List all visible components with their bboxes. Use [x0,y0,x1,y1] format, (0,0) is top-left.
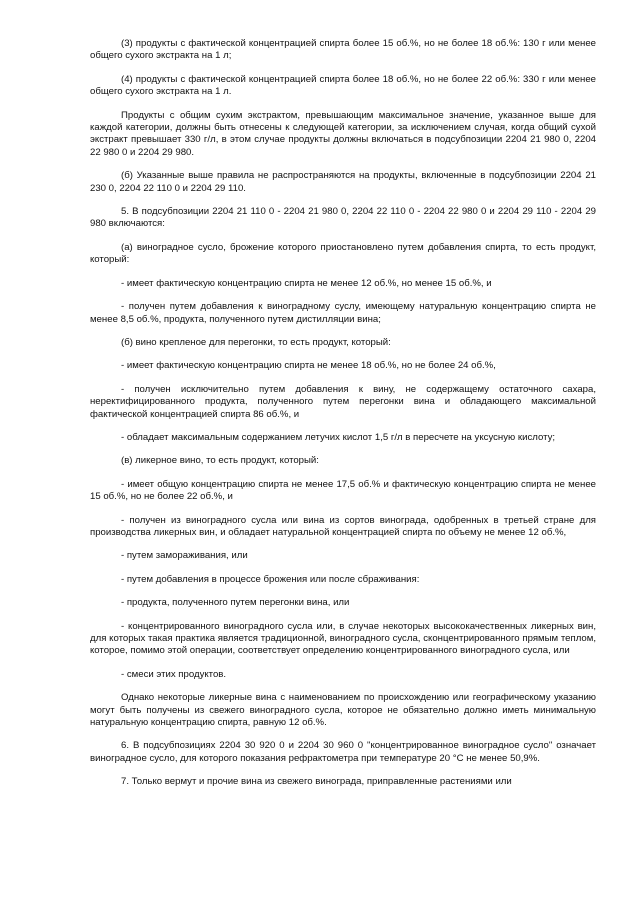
paragraph-11: - получен исключительно путем добавления к вину, не содержащему остаточного сахара, неректифицированного продукта, полученного путем перегонки вина и обладающего максимальной фактической концентрацией спирта 86 об.%, и [90,383,596,420]
paragraph-14: - имеет общую концентрацию спирта не менее 17,5 об.% и фактическую концентрацию спирта не менее 15 об.%, но не более 22 об.%, и [90,478,596,503]
paragraph-1: (3) продукты с фактической концентрацией спирта более 15 об.%, но не более 18 об.%: 130 г или менее общего сухого экстракта на 1 л; [90,38,596,62]
paragraph-23: 7. Только вермут и прочие вина из свежего винограда, приправленные растениями или [121,776,512,788]
paragraph-17: - путем добавления в процессе брожения или после сбраживания: [121,573,420,585]
paragraph-8: - получен путем добавления к виноградному суслу, имеющему натуральную концентрацию спирта не менее 8,5 об.%, продукта, полученного путем дистилляции вина; [90,301,596,325]
paragraph-7: - имеет фактическую концентрацию спирта не менее 12 об.%, но менее 15 об.%, и [121,277,492,289]
paragraph-6: (а) виноградное сусло, брожение которого приостановлено путем добавления спирта, то есть продукт, который: [90,241,596,266]
paragraph-5: 5. В подсубпозиции 2204 21 110 0 - 2204 21 980 0, 2204 22 110 0 - 2204 22 980 0 и 2204 29 110 - 2204 29 980 включаются: [90,206,596,230]
paragraph-9: (б) вино крепленое для перегонки, то есть продукт, который: [121,336,391,348]
paragraph-16: - путем замораживания, или [121,550,248,562]
paragraph-10: - имеет фактическую концентрацию спирта не менее 18 об.%, но не более 24 об.%, [121,360,496,372]
paragraph-2: (4) продукты с фактической концентрацией спирта более 18 об.%, но не более 22 об.%: 330 г или менее общего сухого экстракта на 1 л. [90,73,596,98]
document-page [90,38,596,789]
paragraph-3: Продукты с общим сухим экстрактом, превышающим максимальное значение, указанное выше для каждой категории, должны быть отнесены к следующей категории, за исключением случая, когда общий сухой экстракт превышает 330 г/л, в этом случае продукты должны включаться в подсубпозиции 2204 21 980 0, 2204 22 980 0 и 2204 29 980. [90,109,596,158]
paragraph-4: (б) Указанные выше правила не распространяются на продукты, включенные в подсубпозиции 2204 21 230 0, 2204 22 110 0 и 2204 29 110. [90,170,596,194]
paragraph-15: - получен из виноградного сусла или вина из сортов винограда, одобренных в третьей стране для производства ликерных вин, и обладает натуральной концентрацией спирта по объему не менее 12 об.%, [90,514,596,538]
paragraph-12: - обладает максимальным содержанием летучих кислот 1,5 г/л в пересчете на уксусную кислоту; [121,431,556,443]
paragraph-18: - продукта, полученного путем перегонки вина, или [121,597,350,609]
paragraph-20: - смеси этих продуктов. [121,668,227,680]
paragraph-13: (в) ликерное вино, то есть продукт, который: [121,455,319,467]
paragraph-21: Однако некоторые ликерные вина с наименованием по происхождению или географическому указанию могут быть получены из свежего виноградного сусла, которое не обязательно должно иметь минимальную натуральную концентрацию спирта, равную 12 об.%. [90,692,596,729]
paragraph-19: - концентрированного виноградного сусла или, в случае некоторых высококачественных ликерных вин, для которых такая практика является традиционной, виноградного сусла, сконцентрированного прямым теплом, которое, помимо этой операции, соответствует определению концентрированного виноградного сусла, или [90,620,596,657]
paragraph-22: 6. В подсубпозициях 2204 30 920 0 и 2204 30 960 0 "концентрированное виноградное сусло" означает виноградное сусло, для которого показания рефрактометра при температуре 20 °C не менее 50,9%. [90,740,596,764]
